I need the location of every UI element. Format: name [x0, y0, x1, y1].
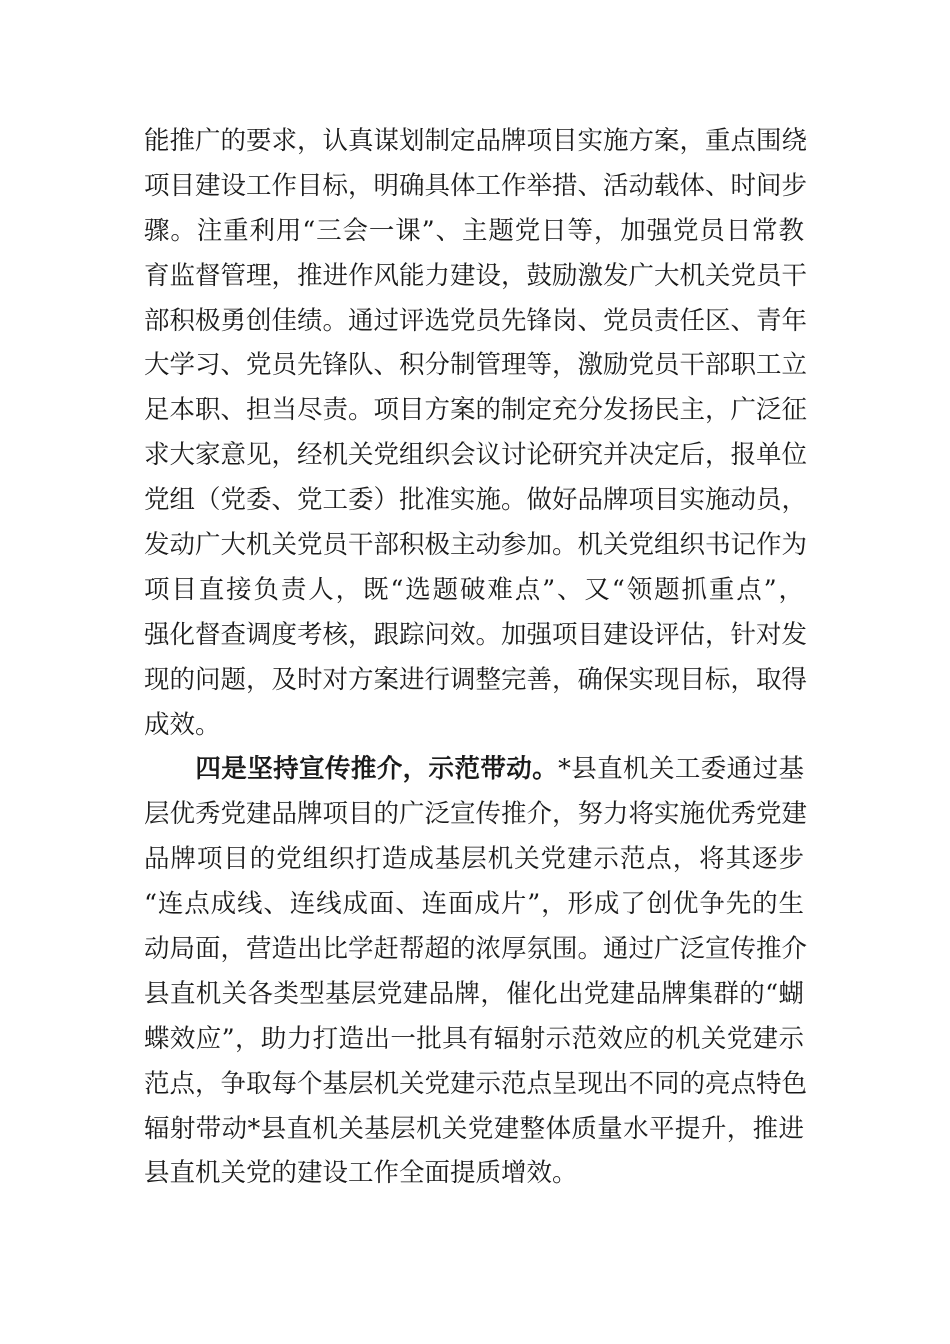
- paragraph-line: 大学习、党员先锋队、积分制管理等，激励党员干部职工立: [144, 350, 808, 381]
- paragraph-line: 强化督查调度考核，跟踪问效。加强项目建设评估，针对发: [144, 619, 808, 650]
- paragraph-2: [144, 747, 808, 1196]
- paragraph-line: 骤。注重利用“三会一课”、主题党日等，加强党员日常教: [144, 215, 804, 246]
- paragraph-line: 品牌项目的党组织打造成基层机关党建示范点，将其逐步: [144, 844, 804, 875]
- paragraph-first-line: [144, 747, 804, 792]
- paragraph-line: “连点成线、连线成面、连面成片”，形成了创优争先的生: [144, 889, 804, 920]
- paragraph-heading: 四是坚持宣传推介，示范带动。: [195, 754, 559, 785]
- paragraph-line: 蝶效应”，助力打造出一批具有辐射示范效应的机关党建示: [144, 1023, 804, 1054]
- paragraph-line: 足本职、担当尽责。项目方案的制定充分发扬民主，广泛征: [144, 395, 808, 426]
- paragraph-line: 项目建设工作目标，明确具体工作举措、活动载体、时间步: [144, 170, 808, 201]
- paragraph-line: 能推广的要求，认真谋划制定品牌项目实施方案，重点围绕: [144, 126, 808, 156]
- paragraph-line: 县直机关党的建设工作全面提质增效。: [144, 1158, 578, 1189]
- paragraph-line: 发动广大机关党员干部积极主动参加。机关党组织书记作为: [144, 530, 808, 561]
- paragraph-line: 党组（党委、党工委）批准实施。做好品牌项目实施动员，: [144, 485, 808, 516]
- paragraph-line: 层优秀党建品牌项目的广泛宣传推介，努力将实施优秀党建: [144, 799, 808, 830]
- paragraph-line: 县直机关各类型基层党建品牌，催化出党建品牌集群的“蝴: [144, 978, 804, 1009]
- document-body: [144, 119, 808, 1196]
- paragraph-line: 现的问题，及时对方案进行调整完善，确保实现目标，取得: [144, 664, 808, 695]
- paragraph-line: 部积极勇创佳绩。通过评选党员先锋岗、党员责任区、青年: [144, 305, 808, 336]
- paragraph-1: [144, 119, 808, 747]
- paragraph-line: 范点，争取每个基层机关党建示范点呈现出不同的亮点特色: [144, 1068, 808, 1099]
- paragraph-line: 求大家意见，经机关党组织会议讨论研究并决定后，报单位: [144, 440, 808, 471]
- paragraph-line: 成效。: [144, 709, 221, 740]
- paragraph-line: 育监督管理，推进作风能力建设，鼓励激发广大机关党员干: [144, 260, 808, 291]
- paragraph-first-line-text: *县直机关工委通过基: [558, 754, 804, 785]
- paragraph-line: 辐射带动*县直机关基层机关党建整体质量水平提升，推进: [144, 1113, 804, 1144]
- paragraph-line: 动局面，营造出比学赶帮超的浓厚氛围。通过广泛宣传推介: [144, 934, 808, 965]
- paragraph-line: 项目直接负责人，既“选题破难点”、又“领题抓重点”，: [144, 574, 804, 605]
